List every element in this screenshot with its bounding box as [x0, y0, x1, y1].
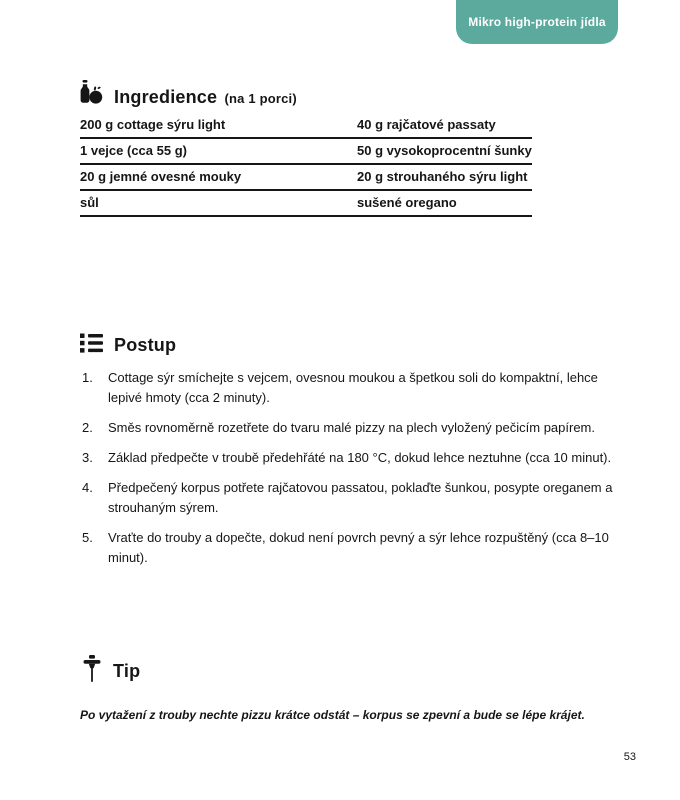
- step-item: Směs rovnoměrně rozetřete do tvaru malé pizzy na plech vyložený pečicím papírem.: [108, 420, 595, 435]
- ingredients-column-right: [357, 118, 532, 222]
- step-item: Vraťte do trouby a dopečte, dokud není povrch pevný a sýr lehce rozpuštěný (cca 8–10 minut).: [108, 530, 609, 565]
- step-item: Cottage sýr smíchejte s vejcem, ovesnou moukou a špetkou soli do kompaktní, lehce lepivé hmoty (cca 2 minuty).: [108, 370, 598, 405]
- ingredient-item: sušené oregano: [357, 196, 532, 217]
- ingredient-item: 20 g strouhaného sýru light: [357, 170, 532, 191]
- ingredient-item: sůl: [80, 196, 357, 217]
- ingredients-title: Ingredience (na 1 porci): [114, 86, 297, 107]
- bottle-apple-icon: [78, 80, 103, 114]
- ingredient-item: 40 g rajčatové passaty: [357, 118, 532, 139]
- list-icon: [80, 332, 103, 359]
- tip-heading-row: [82, 655, 140, 688]
- ingredient-item: 200 g cottage sýru light: [80, 118, 357, 139]
- ingredients-list: [80, 118, 532, 222]
- steps-title: Postup: [114, 335, 177, 355]
- step-item: Základ předpečte v troubě předehřáté na 180 °C, dokud lehce neztuhne (cca 10 minut).: [108, 450, 612, 465]
- ingredients-heading-row: [78, 80, 297, 114]
- tip-text: Po vytažení z trouby nechte pizzu krátce odstát – korpus se zpevní a bude se lépe krájet.: [80, 708, 585, 722]
- page-number: 53: [623, 751, 636, 763]
- ingredients-title-suffix: (na 1 porci): [224, 90, 297, 106]
- ingredient-item: 1 vejce (cca 55 g): [80, 144, 357, 165]
- steps-heading-row: [80, 332, 176, 359]
- pushpin-icon: [82, 655, 102, 688]
- steps-list: [80, 368, 625, 578]
- category-badge-label: Mikro high-protein jídla: [468, 15, 606, 29]
- tip-title: Tip: [113, 661, 141, 681]
- ingredient-item: 20 g jemné ovesné mouky: [80, 170, 357, 191]
- step-item: Předpečený korpus potřete rajčatovou passatou, poklaďte šunkou, posypte oreganem a strouhaným sýrem.: [108, 480, 613, 515]
- category-badge: [456, 0, 618, 44]
- ingredients-column-left: [80, 118, 357, 222]
- ingredient-item: 50 g vysokoprocentní šunky: [357, 144, 532, 165]
